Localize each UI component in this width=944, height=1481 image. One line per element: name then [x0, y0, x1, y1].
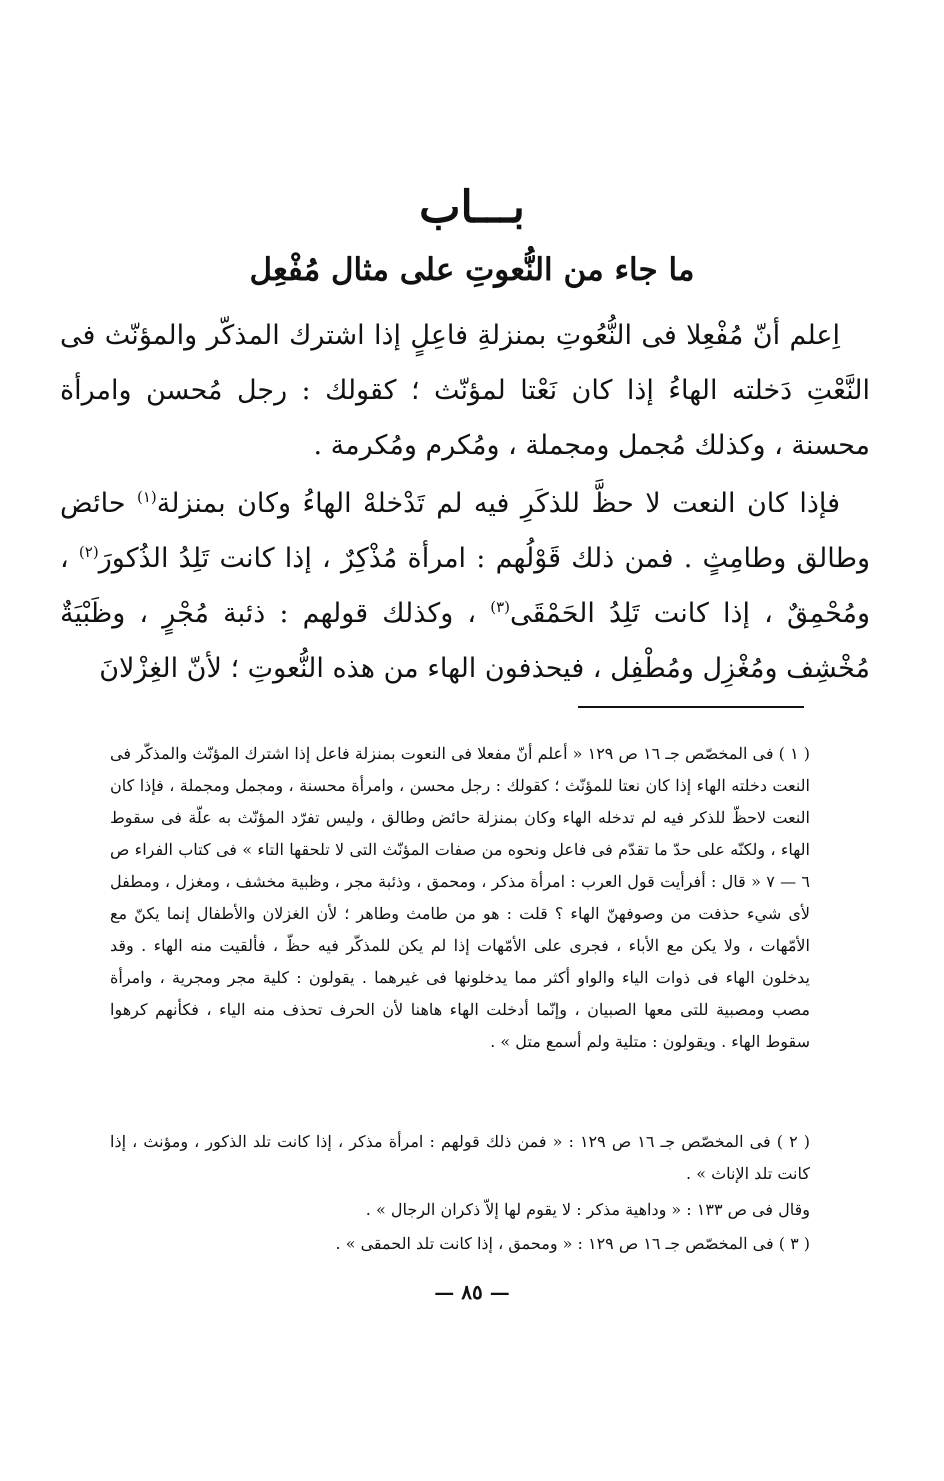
chapter-label: بـــاب	[419, 182, 525, 233]
footnote-3: ( ٣ ) فى المخصّص جـ ١٦ ص ١٢٩ : « ومحمق ، إذا كانت تلد الحمقى » .	[335, 1234, 810, 1253]
footnote-2: ( ٢ ) فى المخصّص جـ ١٦ ص ١٢٩ : « فمن ذلك قولهم : امرأة مذكر ، إذا كانت تلد الذكور ، ومؤنث ، إذا كانت تلد الإناث » .	[110, 1132, 811, 1183]
footnote-1: ( ١ ) فى المخصّص جـ ١٦ ص ١٢٩ « أعلم أنّ مفعلا فى النعوت بمنزلة فاعل إذا اشترك المؤنّث والمذكّر فى النعت دخلته الهاء إذا كان نعتا للمؤنّث ؛ كقولك : رجل محسن ، وامرأة محسنة ، ومجمل ومجملة ، فإذا كان النعت لاحظّ للذكر فيه لم تدخله الهاء وكان بمنزلة حائض وطالق ، وليس تفرّد المؤنّث به علّة فى سقوط الهاء ، ولكنّه على حدّ ما تقدّم فى فاعل ونحوه من صفات المؤنّث التى لا تلحقها التاء » فى كتاب الفراء ص ٦ — ٧ « قال : أفرأيت قول العرب : امرأة مذكر ، ومحمق ، وذئبة مجر ، وظبية مخشف ، ومغزل ، ومطفل لأى شيء حذفت من وصوفهنّ الهاء ؟ قلت : هو من طامث وطاهر ؛ لأن الغزلان والأطفال إنما يكنّ مع الأمّهات ، ولا يكن مع الأباء ، فجرى على الأمّهات إذا لم يكن للمذكّر فيه حظّ ، فألقيت منه الهاء . وقد يدخلون الهاء فى ذوات الياء والواو أكثر مما يدخلونها فى غيرهما . يقولون : كلية مجر ومجرية ، وامرأة مصب ومصبية للتى معها الصبيان ، وإنّما أدخلت الهاء هاهنا لأن الحرف تحذف منه الياء ، فكأنهم كرهوا سقوط الهاء . ويقولون : متلية ولم أسمع متل » .	[110, 744, 811, 1051]
footnote-ref-2: (٢)	[78, 543, 99, 561]
body-paragraph-1: اِعلم أنّ مُفْعِلا فى النُّعُوتِ بمنزلةِ فاعِلٍ إذا اشترك المذكّر والمؤنّث فى النَّعْتِ دَخلته الهاءُ إذا كان نَعْتا لمؤنّث ؛ كقولك : رجل مُحسن وامرأة محسنة ، وكذلك مُجمل ومجملة ، ومُكرم ومُكرمة .	[60, 320, 870, 461]
paragraph-segment: ، ومُحْمِقٌ ، إذا كانت تَلِدُ الحَمْقَى	[60, 543, 870, 629]
footnote-ref-3: (٣)	[490, 598, 510, 616]
footnote-ref-1: (١)	[136, 488, 157, 506]
paragraph-segment: حائض وطالق وطامِثٍ . فمن ذلك قَوْلُهم : امرأة مُذْكِرٌ ، إذا كانت تَلِدُ الذُكورَ	[60, 488, 870, 574]
footnote-divider	[578, 706, 804, 708]
body-paragraph-2	[60, 476, 870, 696]
page-number: — ٨٥ —	[434, 1280, 510, 1304]
chapter-title: ما جاء من النُّعوتِ على مثال مُفْعِل	[249, 252, 695, 288]
footnote-2-continuation: وقال فى ص ١٣٣ : « وداهية مذكر : لا يقوم لها إلاّ ذكران الرجال » .	[365, 1200, 810, 1219]
paragraph-segment: فإذا كان النعت لا حظَّ للذكَرِ فيه لم تَدْخلهْ الهاءُ وكان بمنزلة	[156, 488, 840, 519]
paragraph-segment: ، وكذلك قولهم : ذئبة مُجْرٍ ، وظَبْيَةٌ مُخْشِف ومُغْزِل ومُطْفِل ، فيحذفون الهاء من هذه النُّعوتِ ؛ لأنّ الغِزْلانَ	[60, 598, 870, 684]
